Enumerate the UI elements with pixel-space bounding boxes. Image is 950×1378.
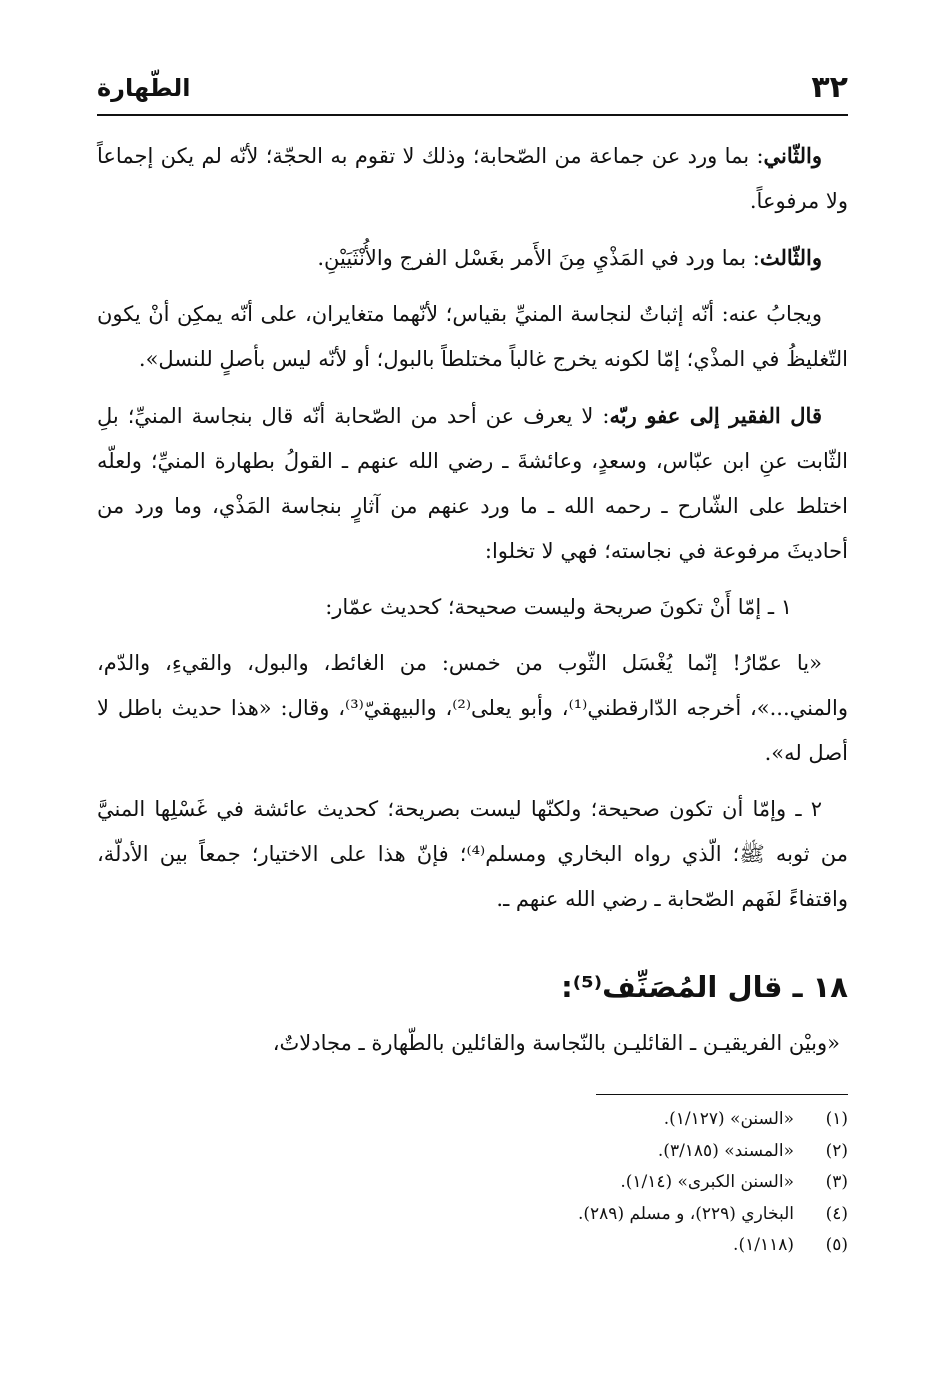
section-heading: ١٨ ـ قال المُصَنِّف⁽⁵⁾: — [561, 970, 848, 1004]
paragraph-second — [97, 133, 848, 224]
footnote-number: (١) — [825, 1109, 848, 1129]
footnote-text: البخاري (٢٢٩)، و مسلم (٢٨٩). — [578, 1203, 794, 1224]
footnote — [97, 1104, 848, 1136]
paragraph-third — [97, 235, 848, 281]
footnote-text: «السنن الكبرى» (١/١٤). — [620, 1172, 794, 1192]
footnote-text: (١/١١٨). — [733, 1235, 794, 1255]
paragraph-lead: قال الفقير إلى عفو ربّه — [609, 403, 822, 428]
paragraph-response — [97, 292, 848, 382]
paragraph-text: ٢ ـ وإمّا أن تكون صحيحة؛ ولكنّها ليست بصريحة؛ كحديث عائشة في غَسْلِها المنيَّ من ثوبه ﷺ؛ الّذي رواه البخاري ومسلم⁽⁴⁾؛ فإنّ هذا على الاختيار؛ جمعاً بين الأدلّة، واقتفاءً لفَهم الصّحابة ـ رضي الله عنهم ـ. — [97, 797, 848, 911]
paragraph-text: : لا يعرف عن أحد من الصّحابة أنّه قال بنجاسة المنيِّ؛ بلِ الثّابت عنِ ابن عبّاس، وسعدٍ، وعائشةَ ـ رضي الله عنهم ـ القولُ بطهارة المنيِّ؛ ولعلّه اختلط على الشّارح ـ رحمه الله ـ ما ورد عنهم من آثارٍ بنجاسة المَذْي، وما ورد من أحاديثَ مرفوعة في نجاسته؛ فهي لا تخلوا: — [97, 404, 848, 563]
list-item-first — [97, 585, 848, 630]
paragraph-text: «يا عمّارُ! إنّما يُغْسَل الثّوب من خمس: من الغائط، والبول، والقيءِ، والدّم، والمني...»، أخرجه الدّارقطني⁽¹⁾، وأبو يعلى⁽²⁾، والبيهقيّ⁽³⁾، وقال: «هذا حديث باطل لا أصل له». — [97, 651, 849, 765]
running-title: الطّهارة — [97, 74, 191, 102]
footnote-number: (٤) — [825, 1203, 848, 1224]
paragraph-lead: والثّاني — [763, 143, 822, 168]
paragraph-text: ١ ـ إمّا أَنْ تكونَ صريحة وليست صحيحة؛ كحديث عمّار: — [325, 595, 792, 619]
paragraph-text: : بما ورد عن جماعة من الصّحابة؛ وذلك لا تقوم به الحجّة؛ لأنّه لم يكن إجماعاً ولا مرفوعاً. — [97, 144, 848, 213]
footnotes — [97, 1104, 848, 1262]
footnote-text: «المسند» (٣/١٨٥). — [657, 1140, 794, 1161]
author-quote: «وبيْن الفريقيـن ـ القائليـن بالنّجاسة والقائلين بالطّهارة ـ مجادلاتٌ، — [272, 1031, 840, 1055]
paragraph-text: : بما ورد في المَذْيِ مِنَ الأَمر بغَسْل الفرج والأُنْثَيَيْنِ. — [317, 246, 760, 270]
footnote — [97, 1199, 848, 1231]
page-number: ٣٢ — [811, 70, 848, 105]
footnote-number: (٥) — [825, 1235, 848, 1255]
paragraph-lead: والثّالث — [759, 245, 822, 270]
main-text — [97, 133, 848, 933]
footnote-text: «السنن» (١/١٢٧). — [663, 1109, 794, 1129]
hadith-quote — [97, 641, 848, 776]
list-item-second — [97, 787, 848, 922]
paragraph-commentary — [97, 393, 848, 574]
page-header — [97, 66, 848, 110]
paragraph-text: ويجابُ عنه: أنّه إثباتٌ لنجاسة المنيِّ بقياس؛ لأنّهما متغايران، على أنّه يمكِن أنْ يكون التّغليظُ في المذْي؛ إمّا لكونه يخرج غالباً مختلطاً بالبول؛ أو لأنّه ليس بأصلٍ للنسل». — [97, 302, 848, 371]
footnote — [97, 1136, 848, 1168]
footnote-number: (٢) — [825, 1140, 848, 1161]
header-rule — [97, 114, 848, 116]
footnote — [97, 1230, 848, 1262]
footnote — [97, 1167, 848, 1199]
footnote-number: (٣) — [825, 1172, 848, 1192]
footnote-rule — [596, 1094, 848, 1095]
